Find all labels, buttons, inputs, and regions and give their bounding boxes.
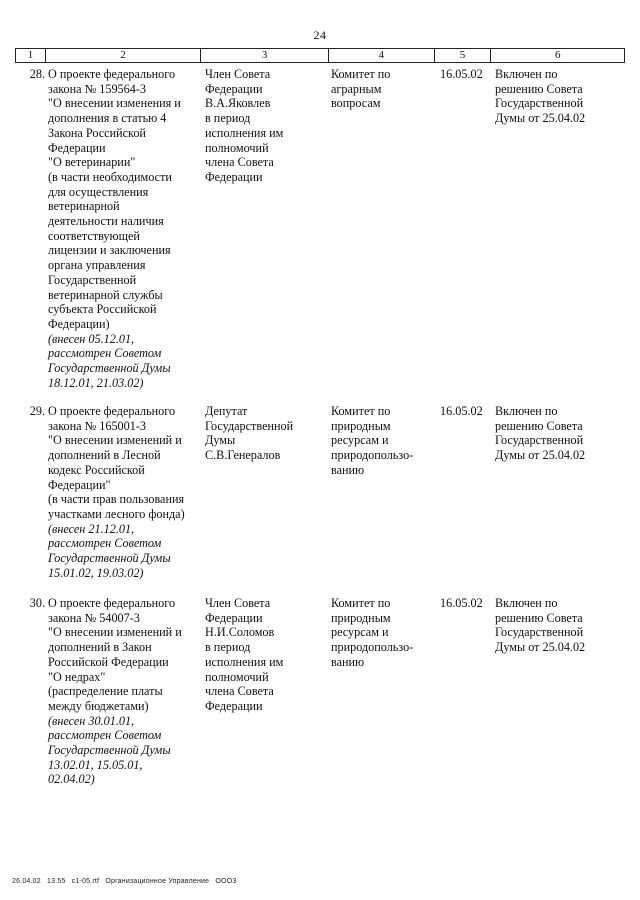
bill-title-line: субъекта Российской	[48, 302, 157, 317]
bill-author-line: С.В.Генералов	[205, 448, 281, 463]
bill-title-line: (внесен 05.12.01,	[48, 331, 135, 346]
bill-title-line: Государственной	[48, 272, 137, 287]
bill-author-line: Депутат	[205, 404, 248, 418]
session-date: 16.05.02	[440, 67, 483, 81]
bill-title-line: (распределение платы	[48, 684, 163, 699]
bill-title-line: участками лесного фонда)	[48, 506, 185, 521]
bill-title-line: Государственной Думы	[48, 743, 171, 758]
bill-title-line: Федерации	[48, 140, 106, 155]
responsible-committee	[331, 404, 431, 478]
responsible-committee-line: природопользо-	[331, 448, 414, 463]
responsible-committee-line: Комитет по	[331, 596, 391, 610]
bill-title-line: 18.12.01, 21.03.02)	[48, 375, 144, 390]
bill-title-line: Российской Федерации	[48, 654, 169, 669]
bill-author-line: полномочий	[205, 140, 269, 155]
decision-note	[495, 67, 620, 126]
decision-note-line: решению Совета	[495, 81, 583, 96]
bill-title-line: "О ветеринарии"	[48, 155, 136, 170]
bill-author-line: Федерации	[205, 610, 263, 625]
column-number-4: 4	[329, 49, 435, 62]
bill-title-line: О проекте федерального	[48, 67, 176, 81]
bill-title-line: (внесен 30.01.01,	[48, 713, 135, 728]
decision-note-line: решению Совета	[495, 418, 583, 433]
bill-author-line: Член Совета	[205, 67, 271, 81]
bill-title-line: рассмотрен Советом	[48, 728, 162, 743]
bill-author-line: исполнения им	[205, 125, 284, 140]
bill-title-line: Федерации)	[48, 316, 110, 331]
responsible-committee-line: ванию	[331, 654, 365, 669]
responsible-committee-line: природным	[331, 610, 391, 625]
bill-author-line: исполнения им	[205, 654, 284, 669]
bill-author-line: полномочий	[205, 669, 269, 684]
responsible-committee-line: природным	[331, 418, 391, 433]
responsible-committee	[331, 596, 431, 670]
footer-code: ОООЗ	[215, 878, 237, 885]
bill-author-line: Государственной	[205, 418, 294, 433]
bill-title-line: Закона Российской	[48, 125, 146, 140]
responsible-committee-line: ресурсам и	[331, 433, 389, 448]
page-number: 24	[313, 28, 327, 42]
decision-note-line: Государственной	[495, 625, 584, 640]
column-number-5: 5	[435, 49, 492, 62]
bill-title	[48, 596, 198, 787]
footer-time: 13.55	[47, 878, 66, 885]
bill-title	[48, 67, 198, 390]
bill-author	[205, 596, 325, 714]
row-number: 29.	[29, 404, 45, 418]
bill-author-line: в период	[205, 640, 251, 655]
bill-author-line: Федерации	[205, 698, 263, 713]
responsible-committee-line: аграрным	[331, 81, 382, 96]
bill-title-line: ветеринарной службы	[48, 287, 163, 302]
bill-title-line: (в части необходимости	[48, 169, 172, 184]
bill-title-line: Государственной Думы	[48, 361, 171, 376]
bill-author-line: Федерации	[205, 169, 263, 184]
column-number-1: 1	[16, 49, 46, 62]
bill-title-line: Государственной Думы	[48, 551, 171, 566]
responsible-committee-line: ванию	[331, 462, 365, 477]
row-number: 28.	[29, 67, 45, 81]
decision-note-line: Государственной	[495, 96, 584, 111]
responsible-committee-line: Комитет по	[331, 67, 391, 81]
bill-title-line: закона № 165001-3	[48, 418, 146, 433]
bill-title-line: 02.04.02)	[48, 772, 95, 787]
column-number-6: 6	[554, 49, 561, 61]
bill-title-line: (внесен 21.12.01,	[48, 521, 135, 536]
responsible-committee	[331, 67, 431, 111]
decision-note	[495, 596, 620, 655]
bill-title-line: "О внесении изменений и	[48, 433, 182, 448]
bill-title-line: закона № 159564-3	[48, 81, 146, 96]
bill-title-line: 15.01.02, 19.03.02)	[48, 565, 144, 580]
bill-author-line: члена Совета	[205, 684, 274, 699]
responsible-committee-line: Комитет по	[331, 404, 391, 418]
bill-title-line: закона № 54007-3	[48, 610, 140, 625]
bill-title-line: О проекте федерального	[48, 596, 176, 610]
bill-title	[48, 404, 198, 580]
bill-author-line: в период	[205, 111, 251, 126]
decision-note-line: Думы от 25.04.02	[495, 448, 586, 463]
bill-title-line: дополнения в статью 4	[48, 111, 167, 126]
bill-author-line: члена Совета	[205, 155, 274, 170]
bill-title-line: ветеринарной	[48, 199, 120, 214]
bill-title-line: "О недрах"	[48, 669, 106, 684]
bill-author-line: Федерации	[205, 81, 263, 96]
bill-author-line: Думы	[205, 433, 236, 448]
bill-title-line: Федерации"	[48, 477, 111, 492]
bill-title-line: органа управления	[48, 258, 146, 273]
bill-title-line: рассмотрен Советом	[48, 536, 162, 551]
session-date: 16.05.02	[440, 596, 483, 610]
decision-note-line: решению Совета	[495, 610, 583, 625]
bill-title-line: "О внесении изменений и	[48, 625, 182, 640]
bill-title-line: рассмотрен Советом	[48, 346, 162, 361]
bill-title-line: (в части прав пользования	[48, 492, 185, 507]
column-number-header	[15, 48, 625, 63]
decision-note-line: Государственной	[495, 433, 584, 448]
page-footer	[12, 878, 241, 885]
bill-title-line: дополнений в Закон	[48, 640, 152, 655]
decision-note-line: Думы от 25.04.02	[495, 111, 586, 126]
bill-author	[205, 404, 325, 463]
bill-title-line: между бюджетами)	[48, 698, 149, 713]
bill-author-line: Член Совета	[205, 596, 271, 610]
column-number-2: 2	[46, 49, 201, 62]
decision-note-line: Включен по	[495, 404, 558, 418]
bill-title-line: "О внесении изменения и	[48, 96, 181, 111]
bill-title-line: лицензии и заключения	[48, 243, 171, 258]
bill-title-line: дополнений в Лесной	[48, 448, 161, 463]
responsible-committee-line: природопользо-	[331, 640, 414, 655]
bill-author-line: Н.И.Соломов	[205, 625, 275, 640]
column-number-3: 3	[201, 49, 329, 62]
footer-file: c1-05.rtf	[71, 878, 100, 885]
responsible-committee-line: вопросам	[331, 96, 381, 111]
decision-note-line: Думы от 25.04.02	[495, 640, 586, 655]
bill-author-line: В.А.Яковлев	[205, 96, 271, 111]
decision-note-line: Включен по	[495, 596, 558, 610]
bill-title-line: кодекс Российской	[48, 462, 145, 477]
decision-note-line: Включен по	[495, 67, 558, 81]
bill-title-line: деятельности наличия	[48, 214, 164, 229]
responsible-committee-line: ресурсам и	[331, 625, 389, 640]
session-date: 16.05.02	[440, 404, 483, 418]
bill-title-line: соответствующей	[48, 228, 140, 243]
row-number: 30.	[29, 596, 45, 610]
bill-title-line: О проекте федерального	[48, 404, 176, 418]
footer-date: 26.04.02	[12, 878, 41, 885]
bill-title-line: для осуществления	[48, 184, 149, 199]
decision-note	[495, 404, 620, 463]
bill-author	[205, 67, 325, 185]
bill-title-line: 13.02.01, 15.05.01,	[48, 757, 143, 772]
footer-department: Организационное Управление	[105, 878, 210, 885]
